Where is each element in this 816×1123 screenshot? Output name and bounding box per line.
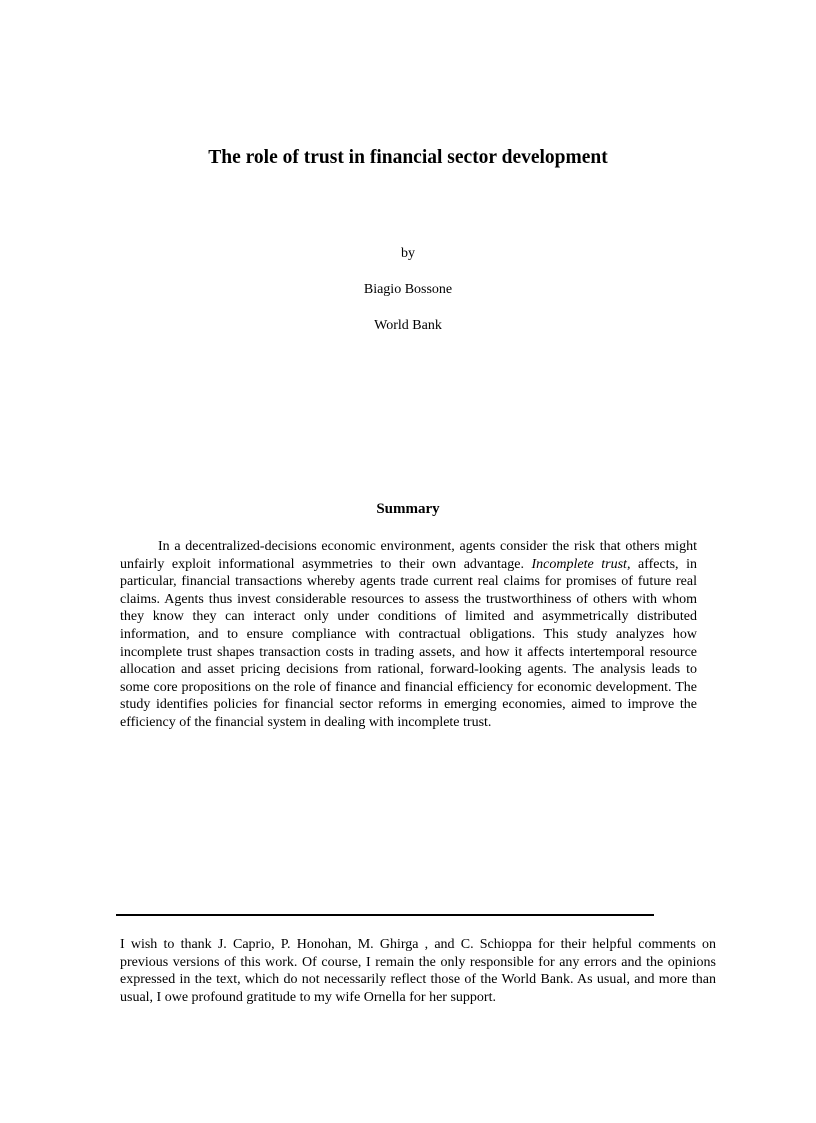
summary-text-part2: , affects, in particular, financial transactions whereby agents trade current real claims for promises of future real claims. Agents thus invest considerable resources to assess the trustworthiness of others with whom they know they can interact only under conditions of limited and asymmetrically distributed information, and to ensure compliance with contractual obligations. This study analyzes how incomplete trust shapes transaction costs in trading assets, and how it affects intertemporal resource allocation and asset pricing decisions from rational, forward-looking agents. The analysis leads to some core propositions on the role of finance and financial efficiency for economic development. The study identifies policies for financial sector reforms in emerging economies, aimed to improve the efficiency of the financial system in dealing with incomplete trust. xyxy=(120,556,698,730)
summary-heading: Summary xyxy=(376,501,440,517)
author-name: Biagio Bossone xyxy=(363,282,453,297)
summary-paragraph xyxy=(120,538,697,732)
summary-text-part1: In a decentralized-decisions economic environment, agents consider the risk that others might unfairly exploit informational asymmetries to their own advantage. xyxy=(120,539,697,572)
summary-emphasis: Incomplete trust xyxy=(531,556,627,572)
author-affiliation: World Bank xyxy=(374,318,442,333)
footnote-separator xyxy=(116,914,654,916)
byline-by: by xyxy=(401,246,415,261)
paper-title: The role of trust in financial sector development xyxy=(208,147,608,168)
footnote-text: I wish to thank J. Caprio, P. Honohan, M. Ghirga , and C. Schioppa for their helpful comments on previous versions of this work. Of course, I remain the only responsible for any errors and the opinions expressed in the text, which do not necessarily reflect those of the World Bank. As usual, and more than usual, I owe profound gratitude to my wife Ornella for her support. xyxy=(120,937,716,1005)
